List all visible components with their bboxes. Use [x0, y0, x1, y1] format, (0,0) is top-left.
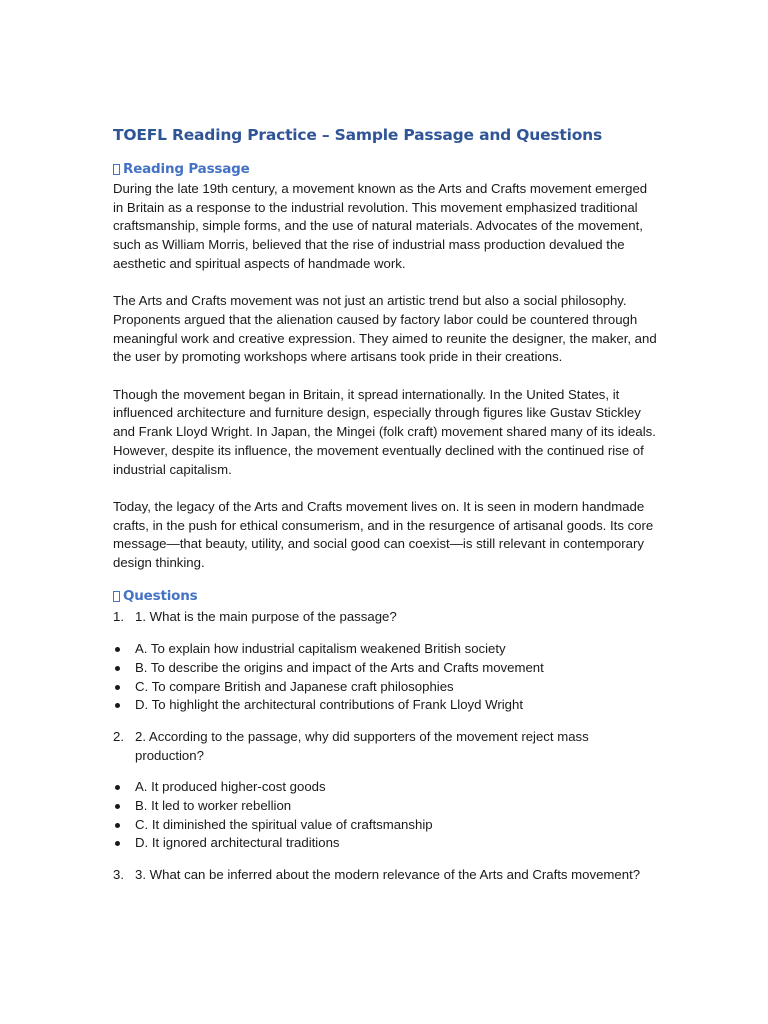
- questions-heading: [113, 587, 658, 606]
- document-page: [113, 124, 658, 885]
- document-title: TOEFL Reading Practice – Sample Passage and Questions: [113, 126, 603, 144]
- answer-option-label: A. To explain how industrial capitalism weakened British society: [135, 641, 506, 657]
- answer-option-label: A. It produced higher-cost goods: [135, 779, 326, 795]
- bullet-icon: [113, 797, 135, 816]
- question-text: 1. What is the main purpose of the passage?: [135, 609, 397, 625]
- answer-option[interactable]: [113, 678, 658, 697]
- answer-option[interactable]: [113, 816, 658, 835]
- bullet-icon: [113, 678, 135, 697]
- bullet-icon: [113, 640, 135, 659]
- question-text: 3. What can be inferred about the modern relevance of the Arts and Crafts movement?: [135, 867, 641, 883]
- book-icon: [113, 164, 120, 175]
- question-item: [113, 866, 658, 885]
- reading-passage-heading-label: Reading Passage: [123, 161, 250, 177]
- answer-options: [113, 778, 658, 853]
- bullet-icon: [113, 834, 135, 853]
- bullet-icon: [113, 816, 135, 835]
- passage-paragraph: Though the movement began in Britain, it spread internationally. In the United States, it influenced architecture and furniture design, especially through figures like Gustav Stickley and Frank Lloyd Wright. In Japan, the Mingei (folk craft) movement shared many of its ideals. However, despite its influence, the movement eventually declined with the continued rise of industrial capitalism.: [113, 386, 656, 477]
- question-icon: [113, 591, 120, 602]
- answer-option[interactable]: [113, 834, 658, 853]
- answer-option[interactable]: [113, 696, 658, 715]
- answer-option[interactable]: [113, 640, 658, 659]
- answer-option-label: D. To highlight the architectural contributions of Frank Lloyd Wright: [135, 697, 524, 713]
- answer-option[interactable]: [113, 659, 658, 678]
- answer-option-label: C. To compare British and Japanese craft philosophies: [135, 678, 454, 694]
- questions-heading-label: Questions: [123, 588, 198, 605]
- reading-passage-heading: [113, 160, 658, 179]
- bullet-icon: [113, 696, 135, 715]
- passage-paragraph: During the late 19th century, a movement known as the Arts and Crafts movement emerged in Britain as a response to the industrial revolution. This movement emphasized traditional craftsmanship, simple forms, and the use of natural materials. Advocates of the movement, such as William Morris, believed that the rise of industrial mass production devalued the aesthetic and spiritual aspects of handmade work.: [113, 181, 648, 271]
- passage-paragraph: Today, the legacy of the Arts and Crafts movement lives on. It is seen in modern handmade crafts, in the push for ethical consumerism, and in the resurgence of artisanal goods. Its core message—that beauty, utility, and social good can coexist—is still relevant in contemporary design thinking.: [113, 498, 654, 571]
- question-number: 1.: [113, 609, 124, 625]
- answer-option-label: B. To describe the origins and impact of the Arts and Crafts movement: [135, 659, 544, 675]
- answer-option[interactable]: [113, 778, 658, 797]
- bullet-icon: [113, 778, 135, 797]
- question-number: 2.: [113, 728, 124, 744]
- bullet-icon: [113, 659, 135, 678]
- answer-options: [113, 640, 658, 715]
- question-text: 2. According to the passage, why did supporters of the movement reject mass production?: [135, 728, 589, 763]
- question-item: [113, 608, 658, 627]
- answer-option-label: C. It diminished the spiritual value of craftsmanship: [135, 816, 433, 832]
- answer-option-label: B. It led to worker rebellion: [135, 798, 292, 814]
- answer-option-label: D. It ignored architectural traditions: [135, 835, 340, 851]
- question-number: 3.: [113, 867, 124, 883]
- passage-paragraph: The Arts and Crafts movement was not just an artistic trend but also a social philosophy. Proponents argued that the alienation caused by factory labor could be countered through meaningful work and creative expression. They aimed to reunite the designer, the maker, and the user by promoting workshops where artisans took pride in their creations.: [113, 293, 657, 365]
- question-item: [113, 728, 658, 765]
- answer-option[interactable]: [113, 797, 658, 816]
